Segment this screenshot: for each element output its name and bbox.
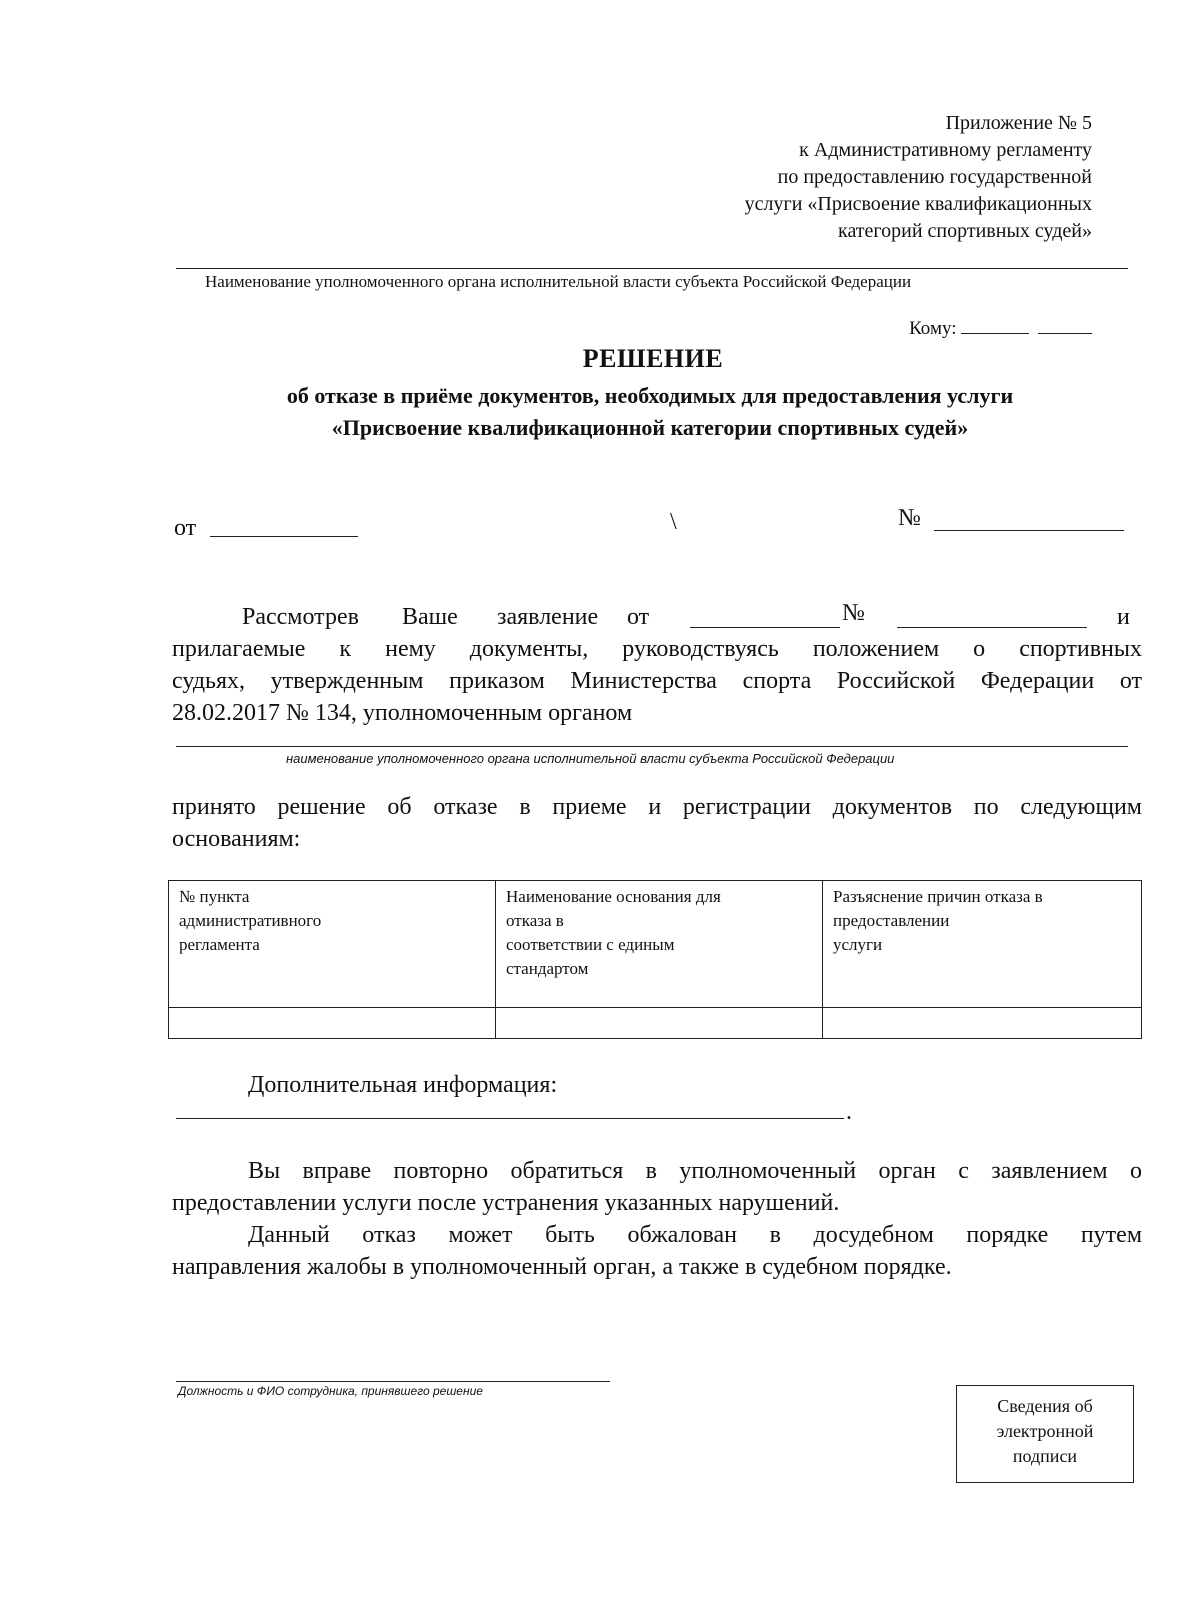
number-label: №: [898, 505, 921, 531]
decision-text-line: основаниям:: [172, 826, 301, 852]
header-line: услуги: [833, 935, 883, 954]
recipient-field: [909, 318, 1092, 340]
paragraph-considered-line: 28.02.2017 № 134, уполномоченным органом: [172, 700, 633, 726]
table-cell: [496, 1008, 823, 1039]
header-line: административного: [179, 911, 322, 930]
p1-word: Рассмотрев: [242, 604, 359, 630]
table-header-cell: [169, 881, 496, 1008]
closing-text-line: предоставлении услуги после устранения указанных нарушений.: [172, 1190, 840, 1216]
authority-caption: Наименование уполномоченного органа исполнительной власти субъекта Российской Федерации: [205, 272, 912, 291]
authority-name-line: [176, 746, 1128, 747]
date-row-separator: \: [670, 509, 677, 535]
number-blank: [934, 530, 1124, 531]
p1-word: Ваше: [402, 604, 458, 630]
appendix-line: к Административному регламенту: [799, 139, 1092, 161]
application-date-blank: [690, 627, 840, 628]
date-blank: [210, 536, 358, 537]
application-number-blank: [897, 627, 1087, 628]
p1-word: от: [627, 604, 650, 630]
table-cell: [169, 1008, 496, 1039]
appendix-block: [572, 110, 1092, 245]
signature-line: [176, 1381, 610, 1382]
table-cell: [823, 1008, 1142, 1039]
e-signature-line: электронной: [996, 1421, 1094, 1441]
additional-info-line: [176, 1118, 844, 1119]
additional-info-end: .: [846, 1099, 852, 1125]
additional-info-label: Дополнительная информация:: [248, 1072, 558, 1098]
decision-text-line: принято решение об отказе в приеме и регистрации документов по следующим: [172, 794, 1142, 820]
closing-text-line: Данный отказ может быть обжалован в досудебном порядке путем: [248, 1222, 1142, 1248]
document-subtitle: [180, 380, 1120, 444]
p1-number-sign: №: [842, 600, 865, 626]
authority-line: [176, 268, 1128, 269]
table-header-cell: [496, 881, 823, 1008]
date-label: от: [174, 515, 197, 541]
subtitle-line: «Присвоение квалификационной категории спортивных судей»: [331, 415, 969, 440]
paragraph-considered-line: судьях, утвержденным приказом Министерства спорта Российской Федерации от: [172, 668, 1142, 694]
refusal-reasons-table: [168, 880, 1142, 1039]
closing-text-line: направления жалобы в уполномоченный орган, а также в судебном порядке.: [172, 1254, 952, 1280]
p1-word: и: [1117, 604, 1130, 630]
header-line: предоставлении: [833, 911, 950, 930]
closing-text-line: Вы вправе повторно обратиться в уполномоченный орган с заявлением о: [248, 1158, 1142, 1184]
table-row: [169, 1008, 1142, 1039]
header-line: регламента: [179, 935, 260, 954]
header-line: № пункта: [179, 887, 250, 906]
appendix-line: по предоставлению государственной: [777, 166, 1092, 188]
subtitle-line: об отказе в приёме документов, необходимых для предоставления услуги: [286, 383, 1014, 408]
e-signature-box: [956, 1385, 1134, 1483]
recipient-blank-1: [961, 319, 1029, 334]
p1-word: заявление: [497, 604, 599, 630]
table-header-row: [169, 881, 1142, 1008]
paragraph-considered-line: прилагаемые к нему документы, руководствуясь положением о спортивных: [172, 636, 1142, 662]
e-signature-line: подписи: [1012, 1446, 1078, 1466]
e-signature-line: Сведения об: [997, 1396, 1093, 1416]
header-line: Наименование основания для: [506, 887, 721, 906]
document-title: РЕШЕНИЕ: [582, 344, 724, 373]
appendix-line: категорий спортивных судей»: [838, 220, 1092, 242]
header-line: соответствии с единым: [506, 935, 675, 954]
recipient-blank-2: [1038, 319, 1092, 334]
header-line: отказа в: [506, 911, 564, 930]
header-line: стандартом: [506, 959, 589, 978]
appendix-line: услуги «Присвоение квалификационных: [744, 193, 1092, 215]
authority-name-caption: наименование уполномоченного органа исполнительной власти субъекта Российской Федерации: [286, 751, 895, 766]
appendix-line: Приложение № 5: [945, 112, 1092, 134]
recipient-label: Кому:: [909, 318, 957, 339]
table-header-cell: [823, 881, 1142, 1008]
header-line: Разъяснение причин отказа в: [833, 887, 1043, 906]
paragraph-considered: [242, 601, 1142, 633]
signature-caption: Должность и ФИО сотрудника, принявшего решение: [178, 1384, 483, 1398]
